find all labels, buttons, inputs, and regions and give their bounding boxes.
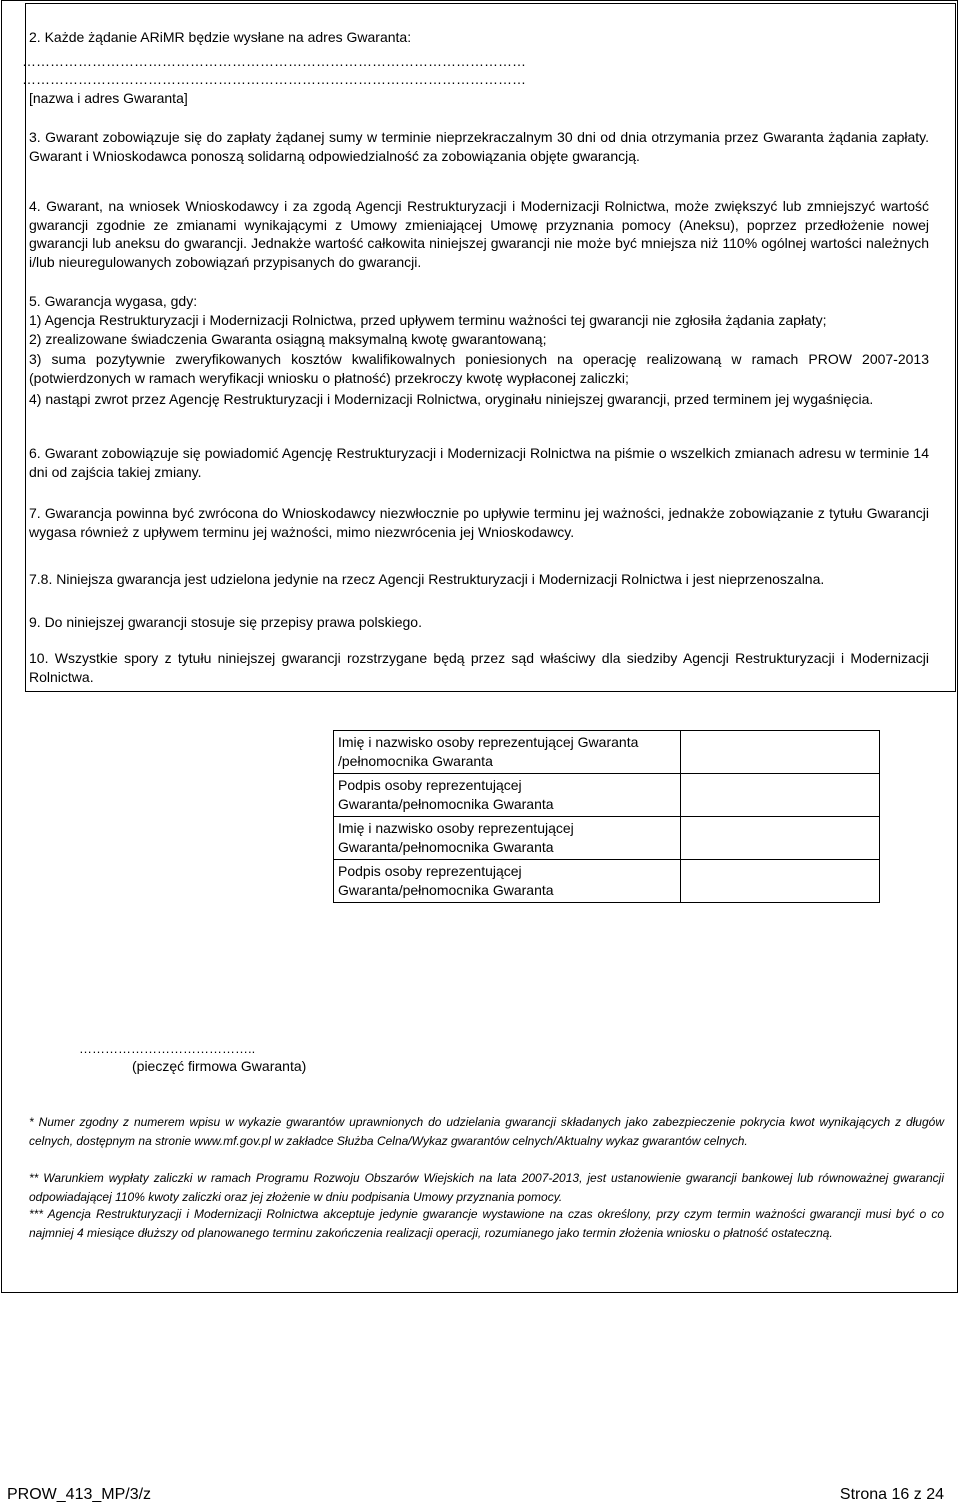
signature-label: Imię i nazwisko osoby reprezentującej Gwaranta/pełnomocnika Gwaranta — [334, 817, 681, 860]
item-2-dots-1: ……………………………………………………………………………………………… — [22, 53, 526, 69]
signature-table — [333, 730, 880, 903]
signature-field[interactable] — [681, 860, 880, 903]
item-6: 6. Gwarant zobowiązuje się powiadomić Agencję Restrukturyzacji i Modernizacji Rolnictwa na piśmie o wszelkich zmianach adresu w terminie 14 dni od zajścia takiej zmiany. — [29, 445, 929, 480]
item-5-2: 2) zrealizowane świadczenia Gwaranta osiągną maksymalną kwotę gwarantowaną; — [29, 331, 547, 347]
item-10: 10. Wszystkie spory z tytułu niniejszej gwarancji rozstrzygane będą przez sąd właściwy dla siedziby Agencji Restrukturyzacji i Modernizacji Rolnictwa. — [29, 650, 929, 685]
item-3: 3. Gwarant zobowiązuje się do zapłaty żądanej sumy w terminie nieprzekraczalnym 30 dni od dnia otrzymania przez Gwaranta żądania zapłaty. Gwarant i Wnioskodawca ponoszą solidarną odpowiedzialność za zobowiązania objęte gwarancją. — [29, 129, 929, 164]
signature-field[interactable] — [681, 774, 880, 817]
item-5-1: 1) Agencja Restrukturyzacji i Modernizacji Rolnictwa, przed upływem terminu ważności tej gwarancji nie zgłosiła żądania zapłaty; — [29, 312, 827, 328]
item-2-line: 2. Każde żądanie ARiMR będzie wysłane na adres Gwaranta: — [29, 29, 412, 45]
item-2-address-label: [nazwa i adres Gwaranta] — [29, 90, 188, 106]
item-7: 7. Gwarancja powinna być zwrócona do Wnioskodawcy niezwłocznie po upływie terminu jej ważności, jednakże zobowiązanie z tytułu Gwarancji wygasa również z upływem terminu jej ważności, mimo niezwrócenia jej Wnioskodawcy. — [29, 505, 929, 540]
signature-field[interactable] — [681, 817, 880, 860]
signature-row — [334, 731, 880, 774]
signature-label: Podpis osoby reprezentującej Gwaranta/pełnomocnika Gwaranta — [334, 860, 681, 903]
item-5-4: 4) nastąpi zwrot przez Agencję Restrukturyzacji i Modernizacji Rolnictwa, oryginału niniejszej gwarancji, przed terminem jej wygaśnięcia. — [29, 391, 874, 407]
footnote-3: *** Agencja Restrukturyzacji i Modernizacji Rolnictwa akceptuje jedynie gwarancje wystawione na czas określony, przy czym termin ważności gwarancji musi być o co najmniej 4 miesiące dłuższy od planowanego terminu zakończenia realizacji operacji, rozumianego jako termin złożenia wniosku o płatność ostateczną. — [29, 1207, 944, 1240]
stamp-dots: ………………………………….. — [79, 1041, 256, 1056]
item-2-dots-2: ……………………………………………………………………………………………… — [22, 71, 526, 87]
stamp-label: (pieczęć firmowa Gwaranta) — [132, 1058, 307, 1074]
document-code: PROW_413_MP/3/z — [7, 1486, 152, 1503]
page-number: Strona 16 z 24 — [839, 1486, 944, 1503]
signature-label: Imię i nazwisko osoby reprezentującej Gwaranta /pełnomocnika Gwaranta — [334, 731, 681, 774]
signature-row — [334, 860, 880, 903]
item-5-heading: 5. Gwarancja wygasa, gdy: — [29, 293, 198, 309]
signature-label: Podpis osoby reprezentującej Gwaranta/pełnomocnika Gwaranta — [334, 774, 681, 817]
item-5-3: 3) suma pozytywnie zweryfikowanych kosztów kwalifikowalnych poniesionych na operację realizowaną w ramach PROW 2007-2013 (potwierdzonych w ramach weryfikacji wniosku o płatność) przekroczy kwotę wypłaconej zaliczki; — [29, 351, 929, 386]
signature-field[interactable] — [681, 731, 880, 774]
signature-row — [334, 774, 880, 817]
item-7-8: 7.8. Niniejsza gwarancja jest udzielona jedynie na rzecz Agencji Restrukturyzacji i Modernizacji Rolnictwa i jest nieprzenoszalna. — [29, 571, 825, 587]
signature-row — [334, 817, 880, 860]
footnote-2: ** Warunkiem wypłaty zaliczki w ramach Programu Rozwoju Obszarów Wiejskich na lata 2007-2013, jest ustanowienie gwarancji bankowej lub równoważnej gwarancji odpowiadającej 110% kwoty zaliczki oraz jej złożenie w dniu podpisania Umowy przyznania pomocy. — [29, 1171, 944, 1204]
footnote-1: * Numer zgodny z numerem wpisu w wykazie gwarantów uprawnionych do udzielania gwarancji składanych jako zabezpieczenie pokrycia kwot wynikających z długów celnych, dostępnym na stronie www.mf.gov.pl w zakładce Służba Celna/Wykaz gwarantów celnych/Aktualny wykaz gwarantów celnych. — [29, 1115, 944, 1148]
item-4: 4. Gwarant, na wniosek Wnioskodawcy i za zgodą Agencji Restrukturyzacji i Modernizacji Rolnictwa, może zwiększyć lub zmniejszyć wartość gwarancji zgodnie ze zmianami wynikającymi z Umowy zmieniającej Umowę przyznania pomocy (Aneksu), poprzez przedłożenie nowej gwarancji lub aneksu do gwarancji. Jednakże wartość całkowita niniejszej gwarancji nie może być mniejsza niż 110% ogólnej wartości należnych i/lub nieuregulowanych zobowiązań przypisanych do gwarancji. — [29, 198, 929, 270]
item-9: 9. Do niniejszej gwarancji stosuje się przepisy prawa polskiego. — [29, 614, 422, 630]
